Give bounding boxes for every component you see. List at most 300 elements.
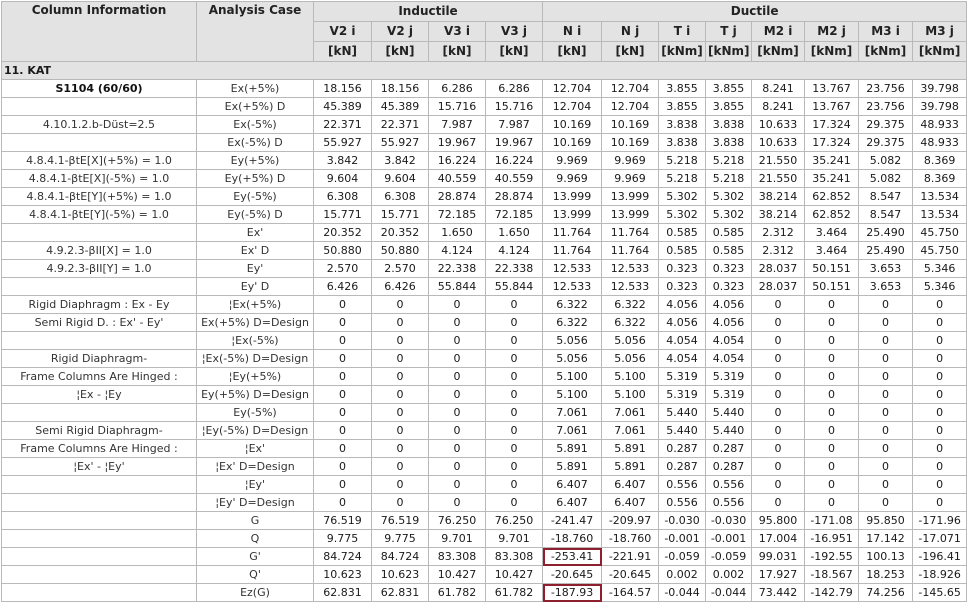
value-cell: 13.999 [602,188,659,206]
value-cell: 5.100 [602,368,659,386]
analysis-case-cell: ¦Ex(-5%) D=Design [197,350,314,368]
value-cell: 7.987 [429,116,486,134]
value-cell: 62.831 [372,584,429,602]
value-cell: 62.852 [805,188,859,206]
value-cell: -17.071 [913,530,967,548]
table-row [2,350,967,368]
column-info-cell [2,476,197,494]
value-cell: 0 [429,332,486,350]
value-cell: 0.585 [706,224,752,242]
value-cell: 29.375 [859,116,913,134]
value-cell: 23.756 [859,98,913,116]
value-cell: 6.322 [543,296,602,314]
value-cell: -196.41 [913,548,967,566]
analysis-case-cell: ¦Ey(+5%) [197,368,314,386]
value-cell: 0 [859,476,913,494]
value-cell: 55.927 [314,134,372,152]
value-cell: 21.550 [752,170,805,188]
value-cell: 0.287 [706,440,752,458]
value-cell: 0 [805,314,859,332]
value-cell: -221.91 [602,548,659,566]
value-cell: 0 [314,314,372,332]
value-cell: 2.312 [752,224,805,242]
value-cell: 35.241 [805,170,859,188]
value-cell: 0.287 [706,458,752,476]
header-column-information: Column Information [2,2,197,62]
value-cell: 0 [314,296,372,314]
value-cell: 2.570 [372,260,429,278]
value-cell: -18.567 [805,566,859,584]
value-cell: 13.767 [805,80,859,98]
value-cell: 35.241 [805,152,859,170]
analysis-case-cell: Ex(+5%) [197,80,314,98]
value-cell: 0 [314,386,372,404]
value-cell: 0 [372,404,429,422]
value-cell: 8.369 [913,152,967,170]
table-body [2,62,967,602]
value-cell: 83.308 [429,548,486,566]
value-cell: 0 [859,296,913,314]
value-cell: 0 [752,296,805,314]
value-cell: 0 [486,422,543,440]
value-cell: 3.464 [805,242,859,260]
value-cell: 22.371 [314,116,372,134]
column-info-cell: Rigid Diaphragm- [2,350,197,368]
value-cell: 9.969 [543,170,602,188]
table-row [2,476,967,494]
value-cell: 0 [859,332,913,350]
header-col-name: T i [659,22,706,42]
value-cell: 0 [913,476,967,494]
value-cell: 0 [314,440,372,458]
value-cell: 19.967 [429,134,486,152]
value-cell: 0 [429,494,486,512]
value-cell: 0.585 [659,242,706,260]
value-cell: 0 [372,332,429,350]
value-cell: 0 [486,386,543,404]
value-cell: 5.891 [543,458,602,476]
value-cell: 0 [314,476,372,494]
value-cell: 9.775 [372,530,429,548]
table-row [2,458,967,476]
header-col-name: V3 j [486,22,543,42]
table-row [2,296,967,314]
value-cell: 0 [314,350,372,368]
value-cell: 0 [372,368,429,386]
value-cell: 12.704 [602,98,659,116]
value-cell: 48.933 [913,134,967,152]
value-cell: 3.653 [859,260,913,278]
column-info-cell: ¦Ex - ¦Ey [2,386,197,404]
value-cell: 0.585 [659,224,706,242]
header-ductile: Ductile [543,2,967,22]
table-header [2,2,967,62]
value-cell: 4.054 [706,332,752,350]
value-cell: 5.056 [543,332,602,350]
value-cell: -18.926 [913,566,967,584]
analysis-case-cell: Ey(-5%) D [197,206,314,224]
header-col-unit: [kN] [486,42,543,62]
table-row [2,548,967,566]
value-cell: 13.999 [543,188,602,206]
column-forces-table [1,1,967,602]
analysis-case-cell: ¦Ey' D=Design [197,494,314,512]
value-cell: 11.764 [602,242,659,260]
analysis-case-cell: Ex(-5%) D [197,134,314,152]
value-cell: 8.547 [859,206,913,224]
value-cell: 0 [913,368,967,386]
value-cell: -171.08 [805,512,859,530]
column-info-cell [2,548,197,566]
header-col-unit: [kNm] [659,42,706,62]
table-row [2,98,967,116]
value-cell: 5.440 [706,404,752,422]
value-cell: 18.156 [314,80,372,98]
value-cell: 5.440 [706,422,752,440]
value-cell: 4.054 [659,332,706,350]
value-cell: 6.407 [543,494,602,512]
value-cell: 62.831 [314,584,372,602]
table-row [2,242,967,260]
column-info-cell [2,584,197,602]
value-cell: 13.534 [913,188,967,206]
value-cell: -18.760 [602,530,659,548]
value-cell: 25.490 [859,224,913,242]
value-cell: 5.302 [706,206,752,224]
value-cell: 76.250 [429,512,486,530]
value-cell: 11.764 [543,224,602,242]
value-cell: 0 [859,350,913,368]
value-cell: 0 [752,458,805,476]
value-cell: 28.037 [752,278,805,296]
value-cell: 10.633 [752,116,805,134]
value-cell: 0.323 [659,260,706,278]
value-cell: 10.623 [314,566,372,584]
analysis-case-cell: ¦Ey' [197,476,314,494]
header-analysis-case: Analysis Case [197,2,314,62]
value-cell: 0 [805,350,859,368]
value-cell: 8.241 [752,80,805,98]
value-cell: -20.645 [543,566,602,584]
value-cell: 6.322 [602,314,659,332]
value-cell: 0 [805,296,859,314]
value-cell: 6.308 [372,188,429,206]
value-cell: 4.056 [706,296,752,314]
value-cell: 0 [486,404,543,422]
header-col-unit: [kNm] [706,42,752,62]
value-cell: 13.767 [805,98,859,116]
value-cell: -0.059 [706,548,752,566]
value-cell: 40.559 [429,170,486,188]
analysis-case-cell: Ex(-5%) [197,116,314,134]
analysis-case-cell: ¦Ey(-5%) D=Design [197,422,314,440]
value-cell: 0 [429,368,486,386]
value-cell: 10.169 [602,116,659,134]
value-cell: 0 [805,458,859,476]
value-cell: 0 [752,422,805,440]
value-cell: 9.775 [314,530,372,548]
value-cell: -253.41 [543,548,602,566]
value-cell: 15.716 [429,98,486,116]
value-cell: 5.056 [602,350,659,368]
value-cell: 20.352 [372,224,429,242]
column-info-cell [2,332,197,350]
value-cell: 45.750 [913,242,967,260]
value-cell: 10.633 [752,134,805,152]
header-col-name: T j [706,22,752,42]
table-row [2,494,967,512]
value-cell: 5.100 [602,386,659,404]
analysis-case-cell: Ey(-5%) [197,188,314,206]
value-cell: 5.056 [543,350,602,368]
table-row [2,116,967,134]
value-cell: 0 [486,350,543,368]
value-cell: 10.169 [543,134,602,152]
column-info-cell: Rigid Diaphragm : Ex - Ey [2,296,197,314]
value-cell: 15.716 [486,98,543,116]
value-cell: 17.142 [859,530,913,548]
value-cell: 0 [913,332,967,350]
value-cell: 0 [859,494,913,512]
value-cell: 0 [372,458,429,476]
table-row [2,584,967,602]
value-cell: 0 [805,476,859,494]
value-cell: 0 [913,458,967,476]
value-cell: 0 [913,314,967,332]
value-cell: 16.224 [486,152,543,170]
value-cell: 0 [913,386,967,404]
value-cell: 4.124 [486,242,543,260]
value-cell: 0.323 [659,278,706,296]
value-cell: 12.704 [602,80,659,98]
value-cell: -0.001 [706,530,752,548]
value-cell: 0 [859,314,913,332]
value-cell: 28.874 [429,188,486,206]
analysis-case-cell: Ey(+5%) [197,152,314,170]
value-cell: 0 [913,404,967,422]
value-cell: 0 [752,332,805,350]
value-cell: 0 [805,386,859,404]
value-cell: 5.346 [913,278,967,296]
table-row [2,260,967,278]
value-cell: 20.352 [314,224,372,242]
value-cell: -0.001 [659,530,706,548]
value-cell: 61.782 [486,584,543,602]
value-cell: 0 [429,404,486,422]
value-cell: 4.054 [659,350,706,368]
value-cell: 50.151 [805,278,859,296]
value-cell: 0 [752,440,805,458]
column-info-cell: 4.9.2.3-βII[X] = 1.0 [2,242,197,260]
value-cell: 6.286 [429,80,486,98]
analysis-case-cell: Ez(G) [197,584,314,602]
value-cell: 4.056 [659,314,706,332]
header-col-unit: [kN] [314,42,372,62]
header-col-unit: [kN] [602,42,659,62]
header-col-name: N i [543,22,602,42]
analysis-case-cell: G' [197,548,314,566]
value-cell: 39.798 [913,80,967,98]
value-cell: 48.933 [913,116,967,134]
value-cell: 11.764 [602,224,659,242]
column-info-cell [2,224,197,242]
value-cell: 0.323 [706,278,752,296]
value-cell: 0.002 [706,566,752,584]
value-cell: -164.57 [602,584,659,602]
value-cell: 3.855 [659,98,706,116]
value-cell: 15.771 [314,206,372,224]
value-cell: 0 [486,296,543,314]
value-cell: 0 [859,404,913,422]
value-cell: 4.056 [659,296,706,314]
table-row [2,404,967,422]
table-row [2,332,967,350]
value-cell: 13.534 [913,206,967,224]
column-info-cell: 4.8.4.1-βtE[Y](-5%) = 1.0 [2,206,197,224]
value-cell: -192.55 [805,548,859,566]
column-info-cell: Semi Rigid Diaphragm- [2,422,197,440]
value-cell: 1.650 [486,224,543,242]
value-cell: 19.967 [486,134,543,152]
value-cell: 0 [429,296,486,314]
value-cell: 28.037 [752,260,805,278]
value-cell: -18.760 [543,530,602,548]
column-info-cell [2,278,197,296]
value-cell: 5.319 [706,386,752,404]
value-cell: 18.253 [859,566,913,584]
value-cell: 0 [805,494,859,512]
value-cell: 5.440 [659,422,706,440]
value-cell: 10.169 [543,116,602,134]
value-cell: 9.701 [429,530,486,548]
analysis-case-cell: Q' [197,566,314,584]
column-info-cell: 4.9.2.3-βII[Y] = 1.0 [2,260,197,278]
value-cell: 0 [859,386,913,404]
value-cell: 13.999 [543,206,602,224]
column-info-cell: 4.8.4.1-βtE[X](-5%) = 1.0 [2,170,197,188]
column-info-cell [2,404,197,422]
value-cell: 9.701 [486,530,543,548]
value-cell: 10.427 [429,566,486,584]
value-cell: 0 [913,350,967,368]
column-info-cell [2,512,197,530]
analysis-case-cell: ¦Ex' [197,440,314,458]
value-cell: 0.556 [706,494,752,512]
value-cell: 0 [314,404,372,422]
value-cell: 39.798 [913,98,967,116]
value-cell: 9.604 [372,170,429,188]
value-cell: 6.308 [314,188,372,206]
column-info-cell [2,494,197,512]
value-cell: 0 [486,314,543,332]
value-cell: 17.927 [752,566,805,584]
value-cell: 6.426 [372,278,429,296]
value-cell: -20.645 [602,566,659,584]
header-col-name: M2 j [805,22,859,42]
value-cell: 23.756 [859,80,913,98]
value-cell: -0.044 [659,584,706,602]
value-cell: 5.218 [706,152,752,170]
table-row [2,206,967,224]
value-cell: 9.969 [543,152,602,170]
table-row [2,368,967,386]
value-cell: 5.082 [859,152,913,170]
column-info-cell: Semi Rigid D. : Ex' - Ey' [2,314,197,332]
value-cell: 16.224 [429,152,486,170]
value-cell: 7.061 [602,422,659,440]
value-cell: 0 [429,314,486,332]
value-cell: 0 [913,440,967,458]
value-cell: 9.969 [602,152,659,170]
value-cell: 0 [486,368,543,386]
analysis-case-cell: Ey(-5%) [197,404,314,422]
value-cell: 0 [372,314,429,332]
value-cell: 10.623 [372,566,429,584]
value-cell: 12.533 [602,278,659,296]
value-cell: 2.570 [314,260,372,278]
value-cell: 73.442 [752,584,805,602]
header-col-unit: [kN] [372,42,429,62]
value-cell: 3.838 [706,116,752,134]
analysis-case-cell: Ex' [197,224,314,242]
value-cell: 0 [859,422,913,440]
header-col-name: V3 i [429,22,486,42]
table-row [2,170,967,188]
value-cell: 7.061 [602,404,659,422]
value-cell: 0 [372,440,429,458]
value-cell: -16.951 [805,530,859,548]
table-row [2,512,967,530]
value-cell: -171.96 [913,512,967,530]
value-cell: 3.842 [372,152,429,170]
value-cell: 0 [429,350,486,368]
value-cell: 0 [372,296,429,314]
value-cell: 0.287 [659,458,706,476]
value-cell: 5.891 [602,458,659,476]
value-cell: 5.082 [859,170,913,188]
value-cell: 22.338 [429,260,486,278]
value-cell: 0 [314,332,372,350]
header-col-name: V2 j [372,22,429,42]
value-cell: 3.464 [805,224,859,242]
value-cell: 0.556 [706,476,752,494]
value-cell: 0.585 [706,242,752,260]
value-cell: 0 [429,422,486,440]
value-cell: 0 [372,494,429,512]
section-row [2,62,967,80]
value-cell: 0 [372,386,429,404]
value-cell: 6.286 [486,80,543,98]
table-row [2,530,967,548]
value-cell: 0.556 [659,476,706,494]
value-cell: 29.375 [859,134,913,152]
value-cell: 5.891 [543,440,602,458]
value-cell: 22.338 [486,260,543,278]
value-cell: -142.79 [805,584,859,602]
value-cell: 5.302 [659,206,706,224]
value-cell: 0 [752,476,805,494]
value-cell: 0 [752,404,805,422]
value-cell: 5.100 [543,368,602,386]
value-cell: 5.891 [602,440,659,458]
value-cell: 6.322 [543,314,602,332]
value-cell: 6.407 [602,494,659,512]
header-col-unit: [kNm] [752,42,805,62]
table-row [2,386,967,404]
value-cell: 0 [314,458,372,476]
value-cell: 84.724 [372,548,429,566]
value-cell: 0.323 [706,260,752,278]
